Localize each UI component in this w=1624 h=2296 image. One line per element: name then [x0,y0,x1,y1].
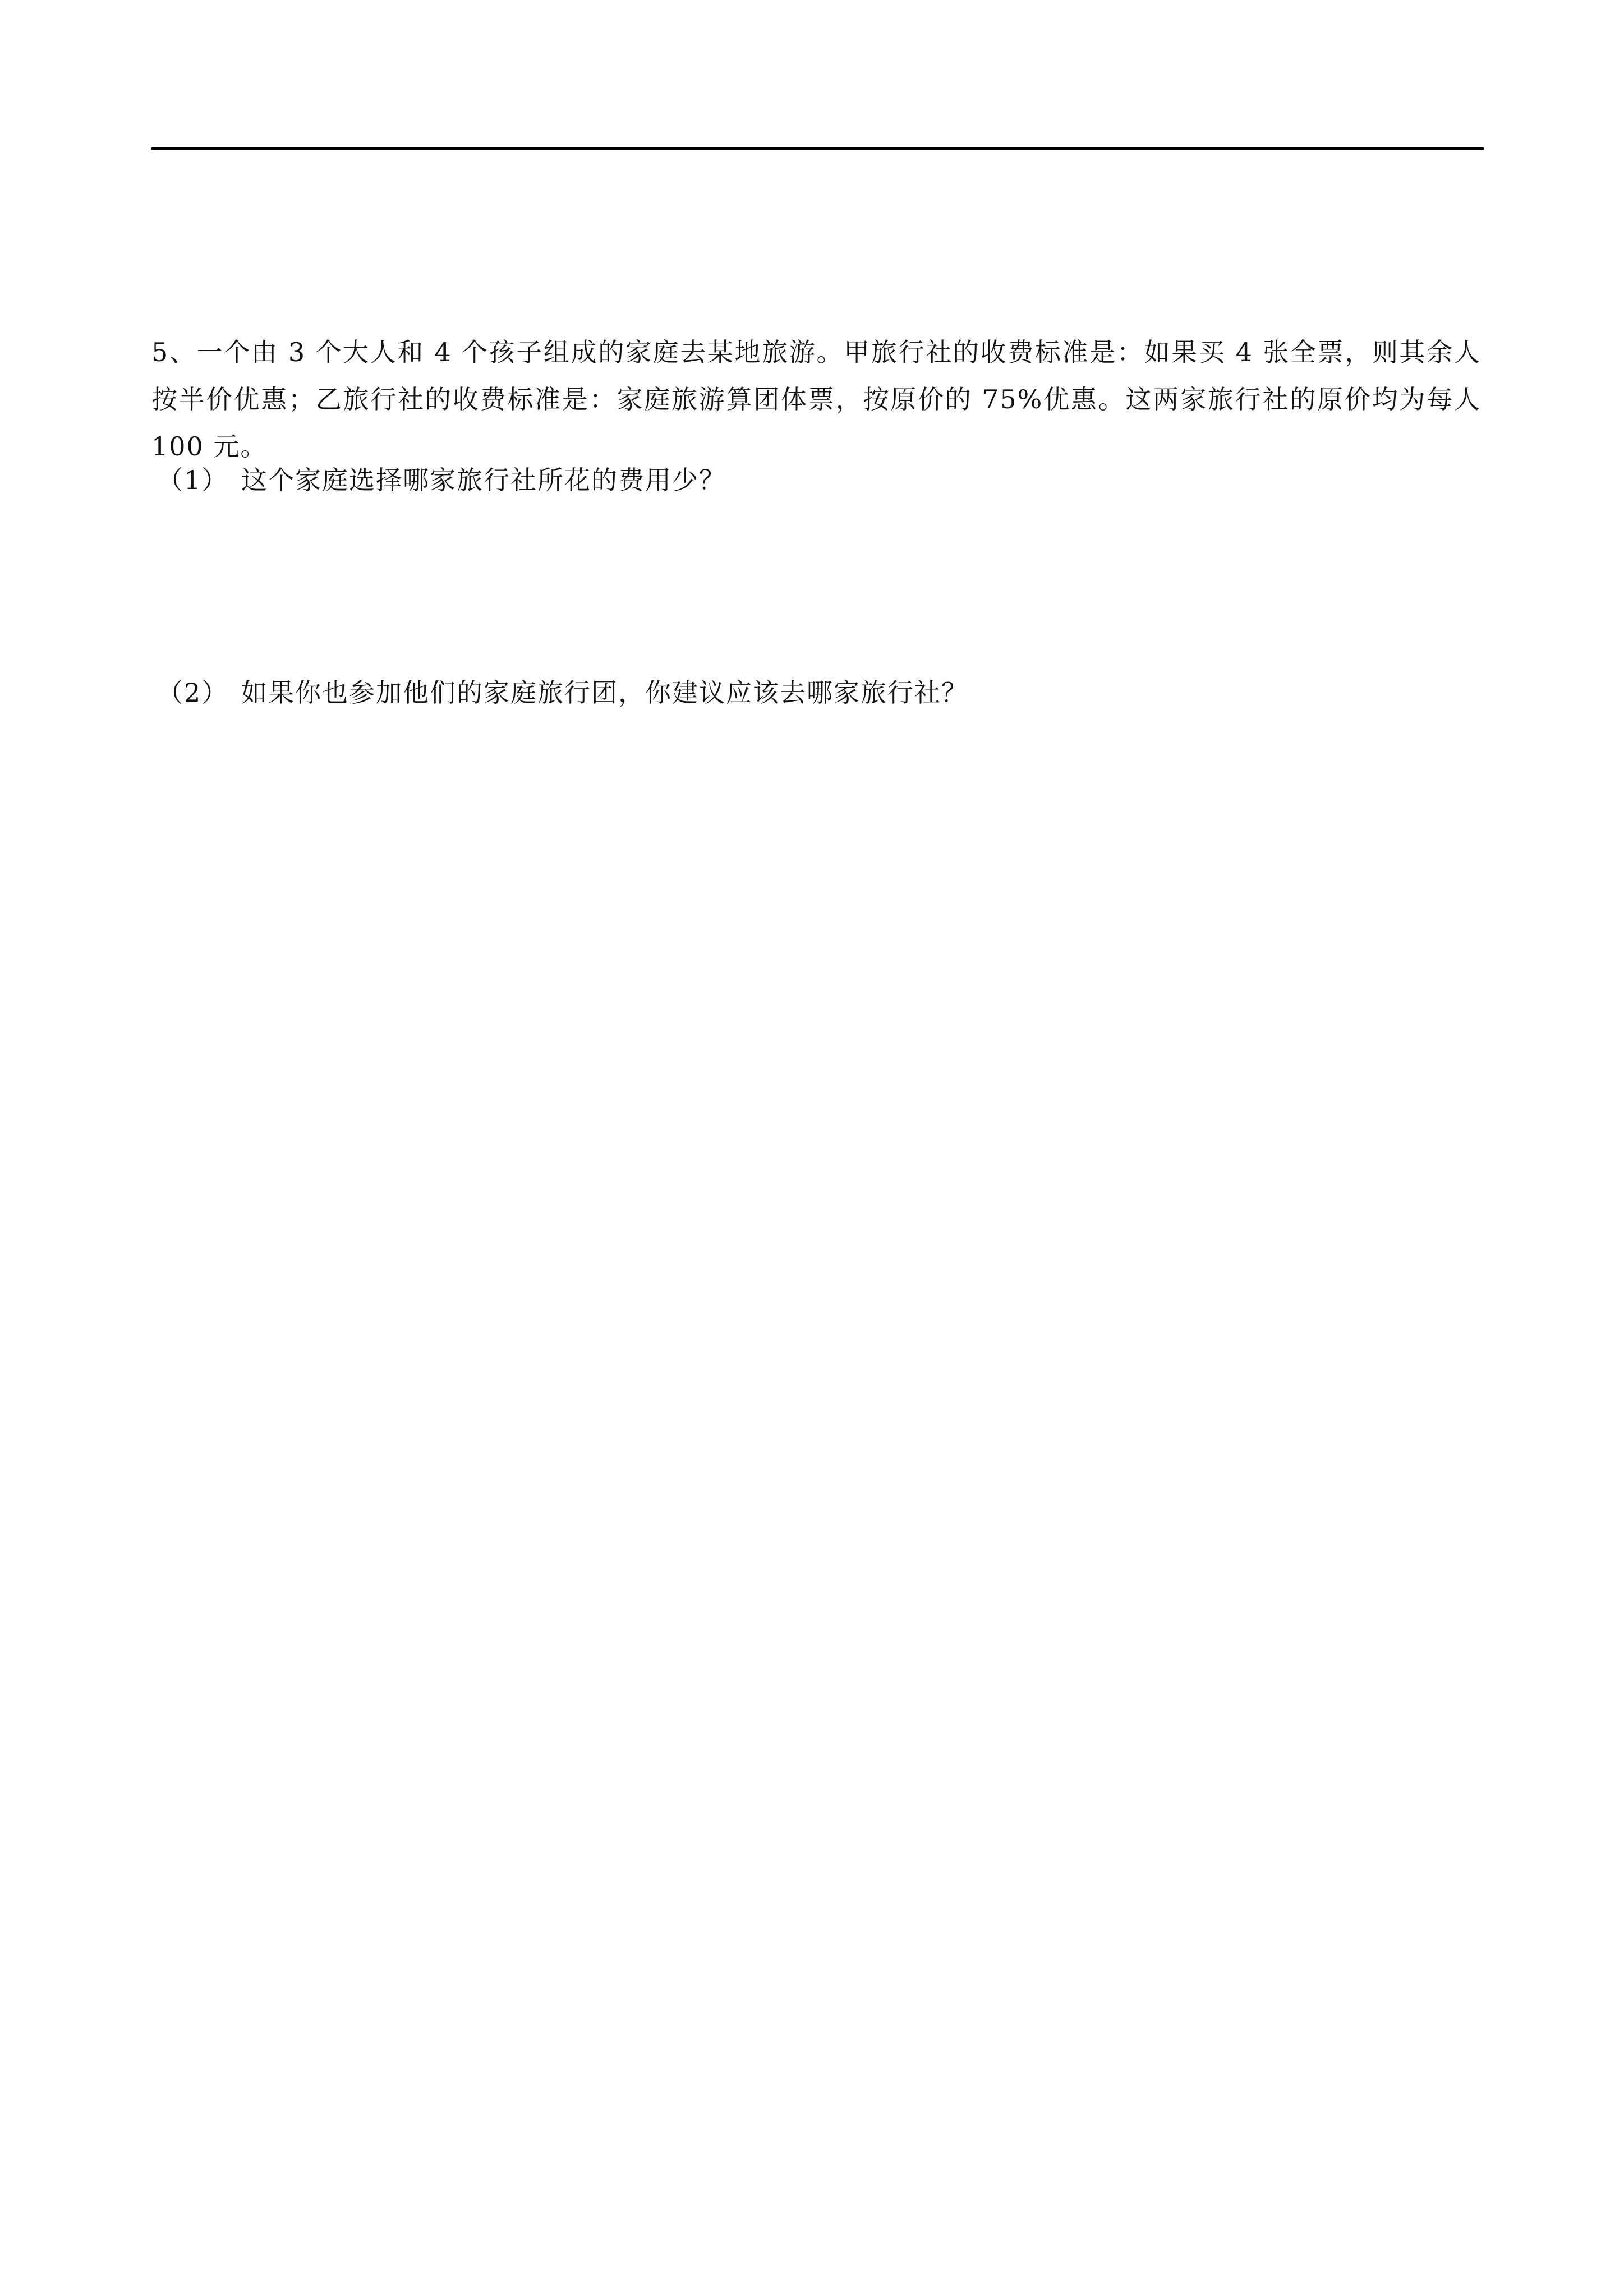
problem-statement [151,329,1481,470]
sub-question-number: （1） [157,465,229,495]
header-rule [151,147,1484,150]
sub-question-text: 如果你也参加他们的家庭旅行团，你建议应该去哪家旅行社？ [241,677,968,708]
sub-question-number: （2） [157,677,229,708]
sub-question-1 [157,463,726,497]
problem-text: 5、一个由 3 个大人和 4 个孩子组成的家庭去某地旅游。甲旅行社的收费标准是：如果买 4 张全票，则其余人按半价优惠；乙旅行社的收费标准是：家庭旅游算团体票，按原价的 75%优惠。这两家旅行社的原价均为每人 100 元。 [151,337,1481,462]
sub-question-2 [157,676,968,709]
sub-question-text: 这个家庭选择哪家旅行社所花的费用少？ [241,465,726,495]
